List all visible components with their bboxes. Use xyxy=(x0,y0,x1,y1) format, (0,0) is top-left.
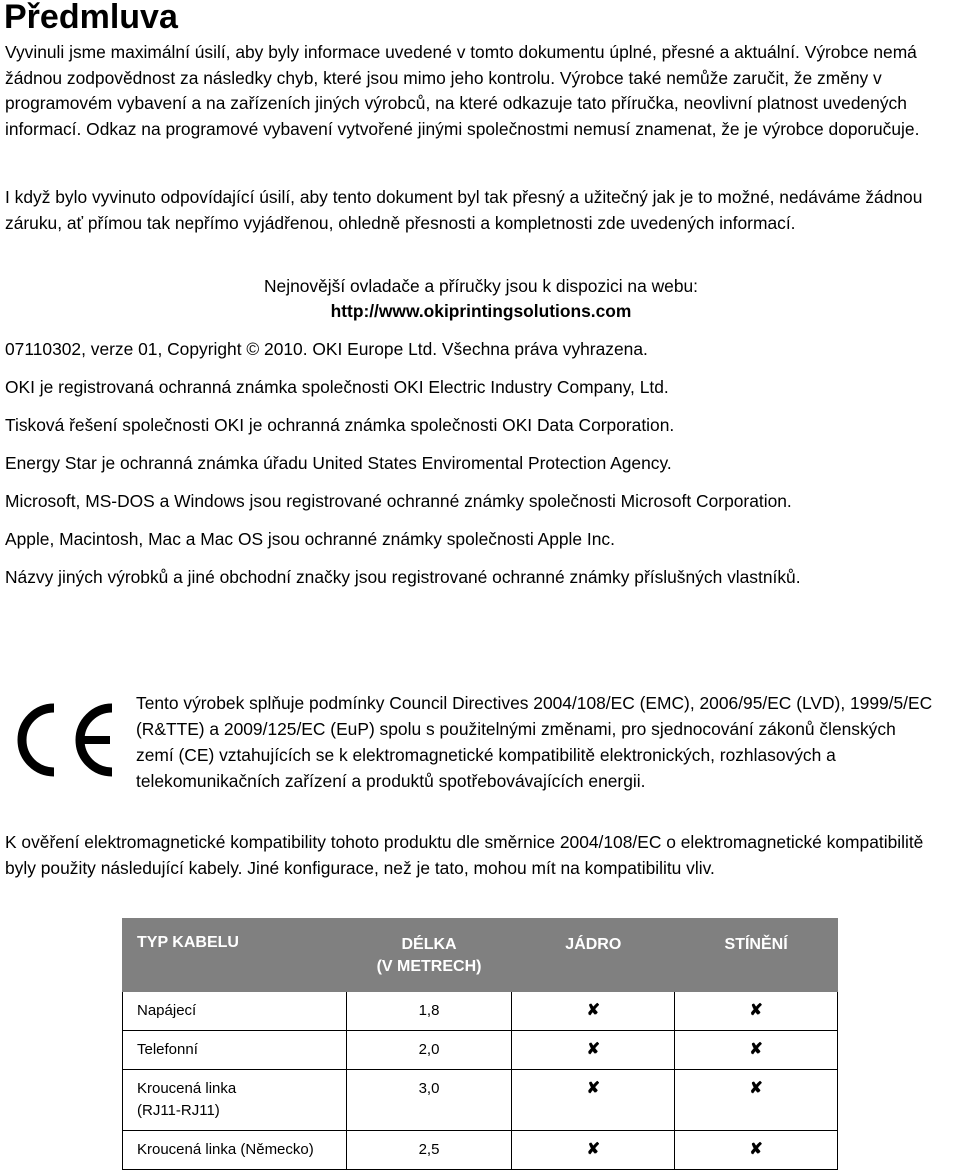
cell-cable-type: Napájecí xyxy=(123,992,347,1031)
cell-length: 2,5 xyxy=(346,1131,512,1170)
trademark-energy-star: Energy Star je ochranná známka úřadu United States Enviromental Protection Agency. xyxy=(5,453,672,473)
ce-mark-logo xyxy=(12,700,122,780)
table-row xyxy=(123,992,838,1031)
trademark-oki: OKI je registrovaná ochranná známka společnosti OKI Electric Industry Company, Ltd. xyxy=(5,377,669,397)
cell-core-cross-icon: ✘ xyxy=(512,1131,675,1170)
table-header-row xyxy=(123,919,838,992)
trademark-others: Názvy jiných výrobků a jiné obchodní značky jsou registrované ochranné známky příslušných vlastníků. xyxy=(5,567,801,587)
header-length xyxy=(346,919,512,992)
cell-cable-type-line2: (RJ11-RJ11) xyxy=(137,1102,220,1119)
drivers-note: Nejnovější ovladače a příručky jsou k dispozici na webu: xyxy=(263,276,699,296)
cable-table xyxy=(122,918,838,1170)
cell-length: 3,0 xyxy=(346,1070,512,1131)
cell-core-cross-icon: ✘ xyxy=(512,1031,675,1070)
trademark-microsoft: Microsoft, MS-DOS a Windows jsou registrované ochranné známky společnosti Microsoft Corporation. xyxy=(5,491,792,511)
disclaimer-paragraph: Vyvinuli jsme maximální úsilí, aby byly informace uvedené v tomto dokumentu úplné, přesné a aktuální. Výrobce nemá žádnou zodpovědnost za následky chyb, které jsou mimo jeho kontrolu. Výrobce také nemůže zaručit, že změny v programovém vybavení a na zařízeních jiných výrobců, na které odkazuje tato příručka, neovlivní platnost uvedených informací. Odkaz na programové vybavení vytvořené jinými společnostmi nemusí znamenat, že je výrobce doporučuje. xyxy=(5,42,920,139)
cell-core-cross-icon: ✘ xyxy=(512,992,675,1031)
header-length-line1: DÉLKA xyxy=(401,936,457,953)
cell-shield-cross-icon: ✘ xyxy=(675,1131,838,1170)
header-shield: STÍNĚNÍ xyxy=(675,919,838,992)
cell-cable-type: Kroucená linka (Německo) xyxy=(123,1131,347,1170)
cell-shield-cross-icon: ✘ xyxy=(675,1070,838,1131)
trademark-apple: Apple, Macintosh, Mac a Mac OS jsou ochranné známky společnosti Apple Inc. xyxy=(5,529,615,549)
header-core: JÁDRO xyxy=(512,919,675,992)
header-cable-type: TYP KABELU xyxy=(123,919,347,992)
cell-cable-type: Telefonní xyxy=(123,1031,347,1070)
table-row xyxy=(123,1031,838,1070)
website-link[interactable]: http://www.okiprintingsolutions.com xyxy=(330,301,632,321)
cell-cable-type xyxy=(123,1070,347,1131)
header-length-line2: (V METRECH) xyxy=(376,958,482,975)
cell-core-cross-icon: ✘ xyxy=(512,1070,675,1131)
cell-shield-cross-icon: ✘ xyxy=(675,1031,838,1070)
table-row xyxy=(123,1131,838,1170)
warranty-paragraph: I když bylo vyvinuto odpovídající úsilí, aby tento dokument byl tak přesný a užitečný jak je to možné, nedáváme žádnou záruku, ať přímou tak nepřímo vyjádřenou, ohledně přesnosti a kompletnosti zde uvedených informací. xyxy=(5,187,923,233)
cell-length: 2,0 xyxy=(346,1031,512,1070)
cell-cable-type-line1: Kroucená linka xyxy=(137,1080,237,1097)
table-row xyxy=(123,1070,838,1131)
cell-shield-cross-icon: ✘ xyxy=(675,992,838,1031)
page-title: Předmluva xyxy=(4,0,178,36)
emc-paragraph: K ověření elektromagnetické kompatibility tohoto produktu dle směrnice 2004/108/EC o elektromagnetické kompatibilitě byly použity následující kabely. Jiné konfigurace, než je tato, mohou mít na kompatibilitu vliv. xyxy=(5,832,924,878)
cell-length: 1,8 xyxy=(346,992,512,1031)
ce-compliance-text: Tento výrobek splňuje podmínky Council Directives 2004/108/EC (EMC), 2006/95/EC (LVD), 1999/5/EC (R&TTE) a 2009/125/EC (EuP) spolu s použitelnými změnami, pro sjednocování zákonů členských zemí (CE) vztahujících se k elektromagnetické kompatibilitě elektronických, rozhlasových a telekomunikačních zařízení a produktů spotřebovávajících energii. xyxy=(136,693,933,791)
copyright-line: 07110302, verze 01, Copyright © 2010. OKI Europe Ltd. Všechna práva vyhrazena. xyxy=(5,339,648,359)
trademark-oki-data: Tisková řešení společnosti OKI je ochranná známka společnosti OKI Data Corporation. xyxy=(5,415,675,435)
